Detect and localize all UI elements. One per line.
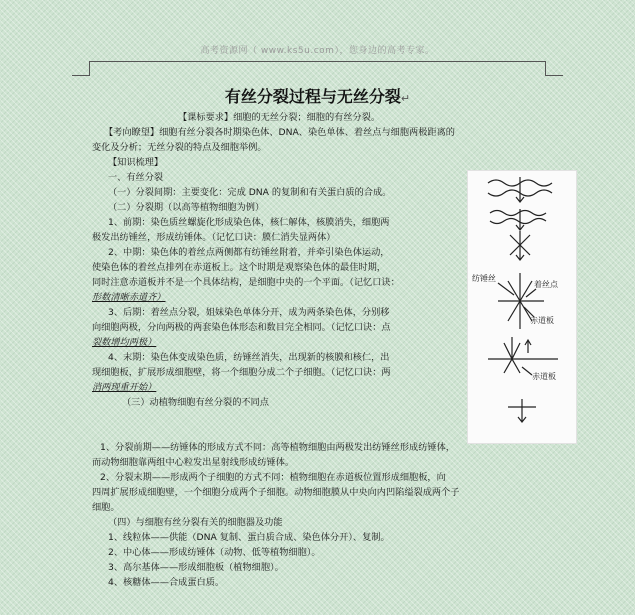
line-metaphase-mnemonic: 形数清晰赤道齐） <box>92 292 166 303</box>
line-exam-focus: 【考向瞭望】细胞有丝分裂各时期染色体、DNA、染色单体、着丝点与细胞两极距离的 <box>104 127 455 138</box>
line-metaphase-cont: 使染色体的着丝点排列在赤道板上。这个时期是观察染色体的最佳时期， <box>92 262 386 273</box>
header-rule-bottom-left <box>72 75 90 76</box>
line-metaphase: 2、中期：染色体的着丝点两侧都有纺锤丝附着，并牵引染色体运动， <box>108 247 390 258</box>
line-telophase-mnemonic: 消两现重开始） <box>92 382 157 393</box>
line-knowledge-heading: 【知识梳理】 <box>108 157 164 168</box>
line-golgi: 3、高尔基体——形成细胞板（植物细胞）。 <box>108 562 284 573</box>
label-equatorial-plate-2: 赤道板 <box>532 372 556 381</box>
line-prophase-diff: 1、分裂前期——纺锤体的形成方式不同：高等植物细胞由两极发出纺锤丝形成纺锤体， <box>100 442 455 453</box>
line-prophase-cont: 极发出纺锤丝，形成纺锤体。（记忆口诀：膜仁消失显两体） <box>92 232 336 243</box>
line-mitochondria: 1、线粒体——供能（DNA 复制、蛋白质合成、染色体分开）、复制。 <box>108 532 390 543</box>
label-centromere: 着丝点 <box>534 280 558 289</box>
line-anaphase: 3、后期：着丝点分裂，姐妹染色单体分开，成为两条染色体，分别移 <box>108 307 390 318</box>
label-equatorial-plate-1: 赤道板 <box>530 316 554 325</box>
document-title <box>0 84 635 107</box>
line-centrosome: 2、中心体——形成纺锤体（动物、低等植物细胞）。 <box>108 547 321 558</box>
line-anaphase-mnemonic: 裂数增均两极） <box>92 337 157 348</box>
paragraph-mark-icon: ↵ <box>400 92 411 105</box>
line-ribosome: 4、核糖体——合成蛋白质。 <box>108 577 225 588</box>
line-section-one: 一、有丝分裂 <box>108 172 164 183</box>
line-exam-focus-cont: 变化及分析；无丝分裂的特点及细胞举例。 <box>92 142 267 153</box>
line-interphase: （一）分裂间期：主要变化：完成 DNA 的复制和有关蛋白质的合成。 <box>108 187 392 198</box>
header-source-text: 高考资源网（ www.ks5u.com），您身边的高考专家。 <box>200 46 435 56</box>
line-organelles-heading: （四）与细胞有丝分裂有关的细胞器及功能 <box>108 517 283 528</box>
line-anaphase-cont: 向细胞两极，分向两极的两套染色体形态和数目完全相同。（记忆口诀：点 <box>92 322 391 333</box>
line-mitotic-phase: （二）分裂期（以高等植物细胞为例） <box>108 202 265 213</box>
chromatin-squiggle-3 <box>490 211 546 216</box>
chromatin-squiggle-4 <box>490 219 546 224</box>
mitosis-diagram <box>467 170 577 444</box>
line-telophase-diff-cont: 四周扩展形成细胞壁，一个细胞分成两个子细胞。动物细胞膜从中央向内凹陷缢裂成两个子 <box>92 487 460 498</box>
label-leader-centromere <box>526 289 536 297</box>
label-leader-plate-2 <box>522 367 532 375</box>
title-text: 有丝分裂过程与无丝分裂 <box>224 87 401 106</box>
label-spindle-fiber: 纺锤丝 <box>472 274 496 283</box>
line-telophase-diff: 2、分裂末期——形成两个子细胞的方式不同：植物细胞在赤道板位置形成细胞板，向 <box>100 472 446 483</box>
line-metaphase-cont2: 同时注意赤道板并不是一个具体结构，是细胞中央的一个平面。（记忆口诀： <box>92 277 400 288</box>
header-rule-right <box>545 61 546 75</box>
header-rule-bottom-right <box>545 75 563 76</box>
line-telophase-diff-cont2: 细胞。 <box>92 502 120 513</box>
line-animal-plant-diff: （三）动植物细胞有丝分裂的不同点 <box>122 397 269 408</box>
body-wide <box>92 440 552 590</box>
line-telophase: 4、末期：染色体变成染色质，纺锤丝消失，出现新的核膜和核仁，出 <box>108 352 390 363</box>
line-course-requirement: 【课标要求】细胞的无丝分裂；细胞的有丝分裂。 <box>178 112 381 123</box>
label-leader-spindle <box>498 283 514 295</box>
header-rule-top <box>89 61 545 62</box>
header-rule-left <box>89 61 90 75</box>
line-prophase: 1、前期：染色质丝螺旋化形成染色体，核仁解体，核膜消失，细胞两 <box>108 217 390 228</box>
chromatid-v-lower <box>504 359 520 373</box>
line-telophase-cont: 现细胞板，扩展形成细胞壁，将一个细胞分成二个子细胞。（记忆口诀：两 <box>92 367 391 378</box>
body-narrow <box>92 110 464 410</box>
line-prophase-diff-cont: 而动物细胞靠两组中心粒发出星射线形成纺锤体。 <box>92 457 295 468</box>
mitosis-diagram-svg <box>468 171 576 443</box>
